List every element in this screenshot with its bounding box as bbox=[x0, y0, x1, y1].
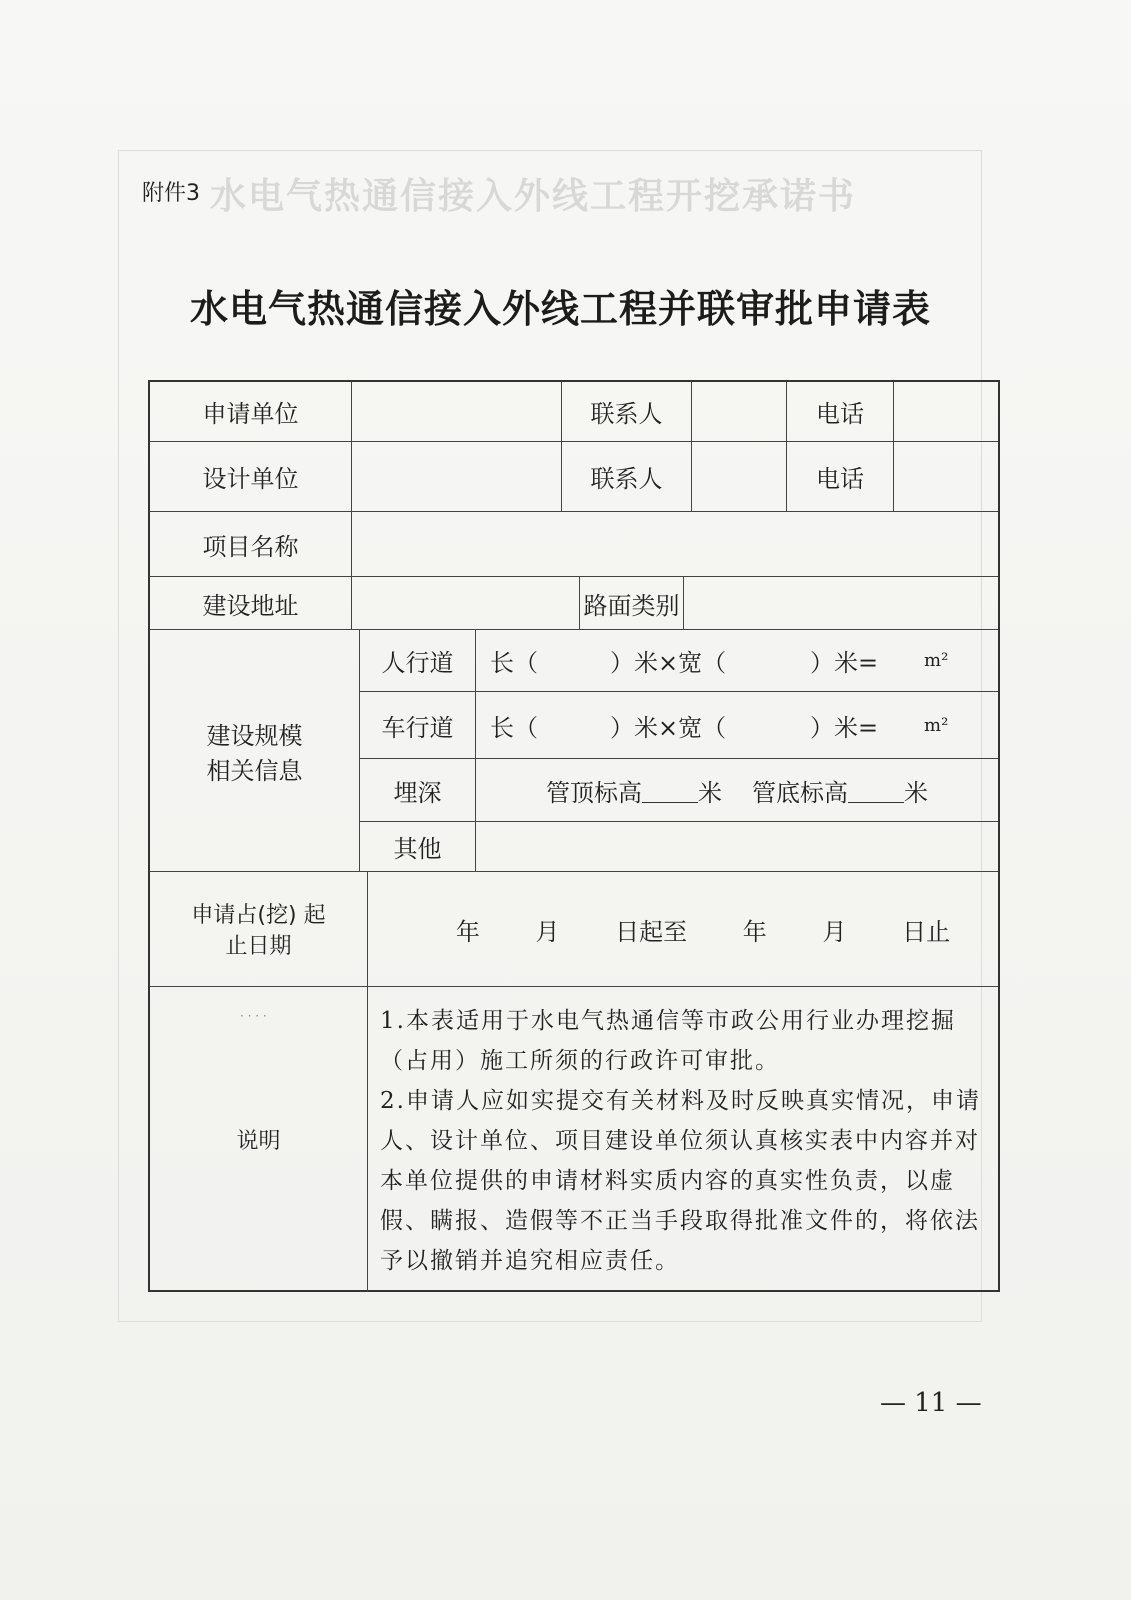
roadway-label: 车行道 bbox=[360, 692, 476, 759]
design-phone-label: 电话 bbox=[787, 442, 894, 512]
roadway-area-field[interactable]: 长（ ）米×宽（ ）米= m² bbox=[476, 692, 998, 759]
design-unit-field[interactable] bbox=[352, 442, 562, 512]
scale-label-line2: 相关信息 bbox=[206, 756, 303, 785]
date-label: 申请占(挖) 起 止日期 bbox=[150, 872, 368, 987]
address-label: 建设地址 bbox=[150, 577, 352, 630]
note-item-1: 1.本表适用于水电气热通信等市政公用行业办理挖掘（占用）施工所须的行政许可审批。 bbox=[380, 1008, 956, 1074]
attachment-label: 附件3 bbox=[142, 181, 200, 206]
scale-label-line1: 建设规模 bbox=[206, 721, 303, 750]
scale-info-label bbox=[150, 630, 360, 872]
road-type-label: 路面类别 bbox=[580, 577, 684, 630]
other-label: 其他 bbox=[360, 822, 476, 872]
other-field[interactable] bbox=[476, 822, 998, 872]
application-form-table bbox=[148, 380, 1000, 1292]
depth-label: 埋深 bbox=[360, 759, 476, 822]
notes-label: · · · · 说明 bbox=[150, 987, 368, 1292]
applicant-phone-field[interactable] bbox=[894, 382, 998, 442]
design-unit-label: 设计单位 bbox=[150, 442, 352, 512]
page-title: 水电气热通信接入外线工程并联审批申请表 bbox=[190, 286, 932, 331]
pipe-top-elevation-blank[interactable] bbox=[642, 778, 698, 803]
applicant-unit-label: 申请单位 bbox=[150, 382, 352, 442]
road-type-field[interactable] bbox=[684, 577, 998, 630]
design-phone-field[interactable] bbox=[894, 442, 998, 512]
date-range-field[interactable]: 年 月 日起至 年 月 日止 bbox=[368, 872, 998, 987]
applicant-unit-field[interactable] bbox=[352, 382, 562, 442]
address-field[interactable] bbox=[352, 577, 580, 630]
bleed-through-title: 水电气热通信接入外线工程开挖承诺书 bbox=[210, 175, 857, 217]
applicant-contact-label: 联系人 bbox=[562, 382, 692, 442]
note-item-2: 2.申请人应如实提交有关材料及时反映真实情况，申请人、设计单位、项目建设单位须认真核实表中内容并对本单位提供的申请材料实质内容的真实性负责，以虚假、瞒报、造假等不正当手段取得批准文件的，将依法予以撤销并追究相应责任。 bbox=[380, 1088, 981, 1274]
depth-field[interactable]: 管顶标高 米 管底标高 米 bbox=[476, 759, 998, 822]
faint-dots: · · · · bbox=[240, 1009, 267, 1023]
page-number: — 11 — bbox=[880, 1388, 982, 1418]
design-contact-label: 联系人 bbox=[562, 442, 692, 512]
pipe-bottom-elevation-blank[interactable] bbox=[848, 778, 904, 803]
notes-content bbox=[368, 987, 998, 1292]
sidewalk-area-field[interactable]: 长（ ）米×宽（ ）米= m² bbox=[476, 630, 998, 692]
project-name-label: 项目名称 bbox=[150, 512, 352, 577]
applicant-contact-field[interactable] bbox=[692, 382, 787, 442]
sidewalk-label: 人行道 bbox=[360, 630, 476, 692]
applicant-phone-label: 电话 bbox=[787, 382, 894, 442]
design-contact-field[interactable] bbox=[692, 442, 787, 512]
project-name-field[interactable] bbox=[352, 512, 998, 577]
